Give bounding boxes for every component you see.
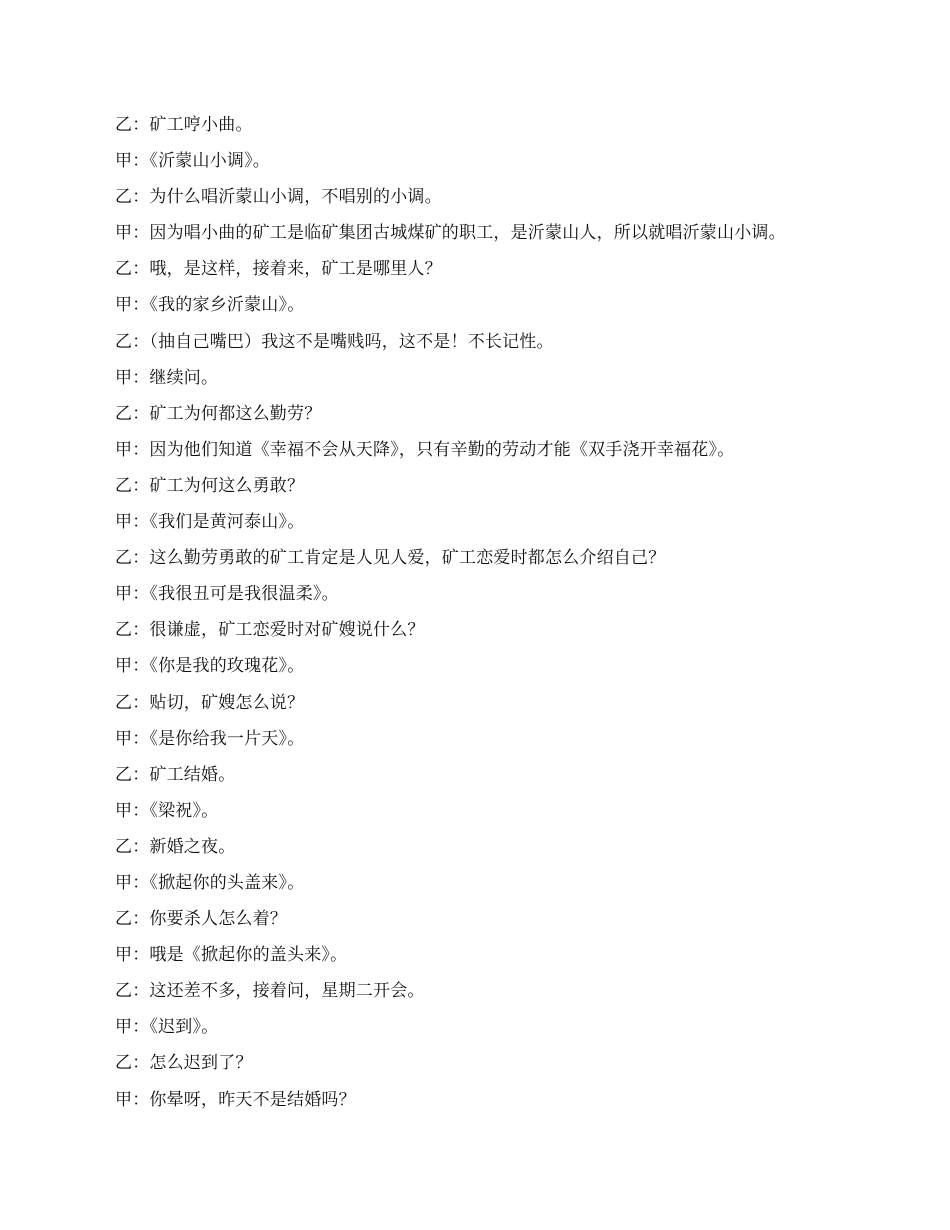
dialogue-line: 甲：《是你给我一片天》。 (115, 728, 305, 749)
dialogue-line: 乙：为什么唱沂蒙山小调，不唱别的小调。 (115, 187, 442, 208)
dialogue-line: 甲：《沂蒙山小调》。 (115, 151, 270, 172)
dialogue-line: 甲：因为唱小曲的矿工是临矿集团古城煤矿的职工，是沂蒙山人，所以就唱沂蒙山小调。 (115, 223, 786, 244)
dialogue-line: 乙：（抽自己嘴巴）我这不是嘴贱吗，这不是！不长记性。 (115, 331, 554, 352)
dialogue-line: 乙：贴切，矿嫂怎么说？ (115, 692, 305, 713)
dialogue-line: 乙：怎么迟到了？ (115, 1053, 253, 1074)
dialogue-line: 甲：《掀起你的头盖来》。 (115, 872, 305, 893)
dialogue-line: 甲：《迟到》。 (115, 1017, 219, 1038)
dialogue-line: 甲：《我很丑可是我很温柔》。 (115, 584, 339, 605)
dialogue-line: 乙：新婚之夜。 (115, 836, 236, 857)
dialogue-line: 甲：你晕呀，昨天不是结婚吗？ (115, 1089, 356, 1110)
dialogue-line: 乙：这还差不多，接着问，星期二开会。 (115, 981, 425, 1002)
dialogue-list (115, 112, 855, 1123)
dialogue-line: 乙：矿工哼小曲。 (115, 115, 253, 135)
dialogue-line: 甲：《我们是黄河泰山》。 (115, 512, 305, 533)
dialogue-line: 甲：《梁祝》。 (115, 800, 219, 821)
dialogue-line: 甲：哦是《掀起你的盖头来》。 (115, 945, 348, 966)
dialogue-line: 乙：矿工为何都这么勤劳？ (115, 403, 322, 424)
dialogue-line: 乙：矿工为何这么勇敢？ (115, 475, 305, 496)
dialogue-line: 乙：这么勤劳勇敢的矿工肯定是人见人爱，矿工恋爱时都怎么介绍自己？ (115, 548, 666, 569)
dialogue-line: 乙：哦，是这样，接着来，矿工是哪里人？ (115, 259, 442, 280)
dialogue-line: 乙：你要杀人怎么着？ (115, 909, 287, 930)
dialogue-line: 甲：继续问。 (115, 367, 219, 388)
dialogue-line: 甲：因为他们知道《幸福不会从天降》，只有辛勤的劳动才能《双手浇开幸福花》。 (115, 439, 735, 460)
dialogue-line: 甲：《你是我的玫瑰花》。 (115, 656, 305, 677)
dialogue-line: 甲：《我的家乡沂蒙山》。 (115, 295, 305, 316)
dialogue-line: 乙：很谦虚，矿工恋爱时对矿嫂说什么？ (115, 620, 425, 641)
dialogue-line: 乙：矿工结婚。 (115, 764, 236, 785)
